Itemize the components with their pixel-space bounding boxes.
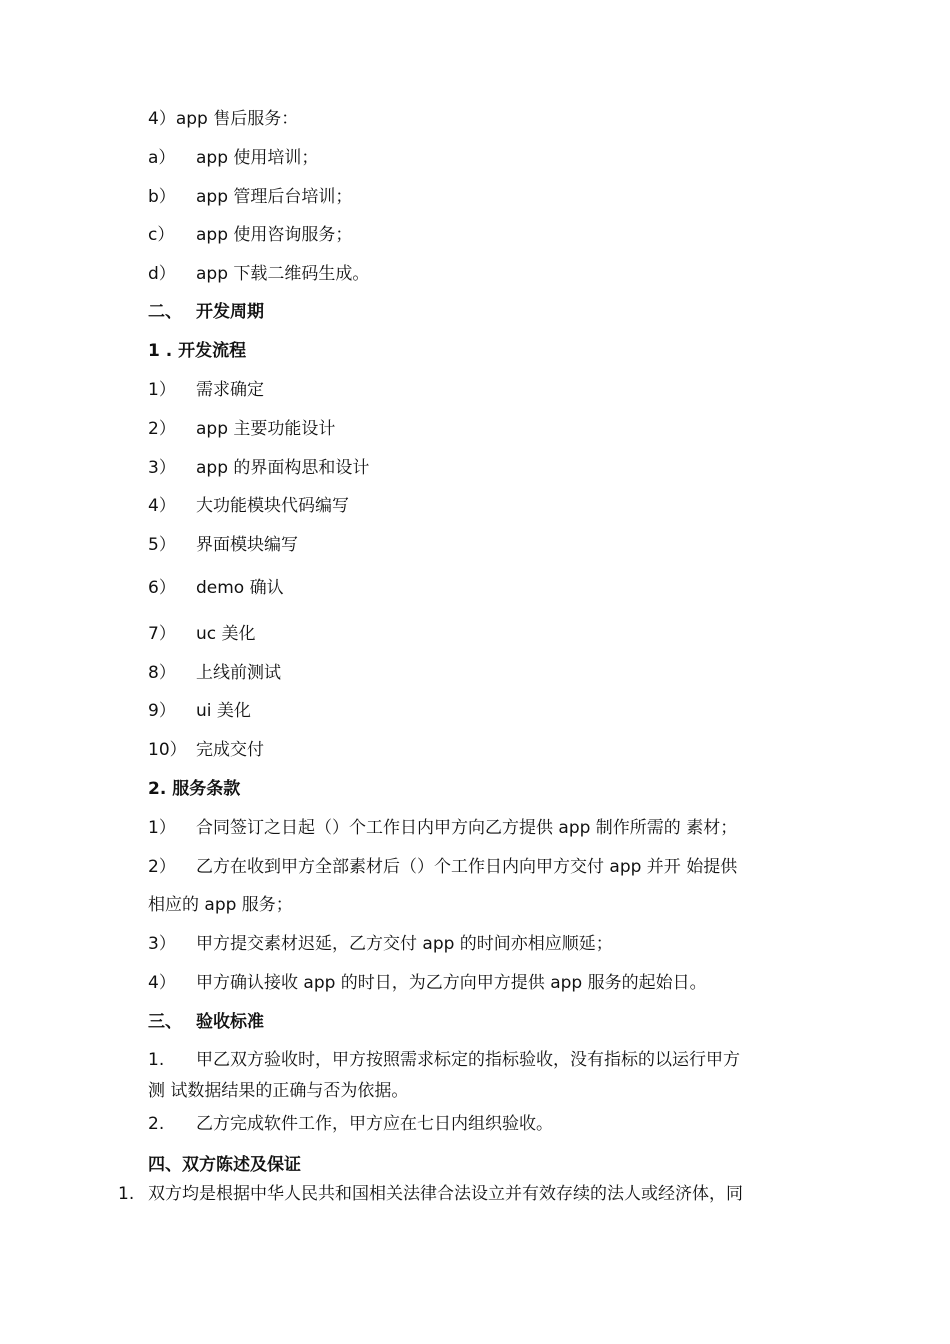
section-marker: 二、 bbox=[148, 302, 182, 322]
list-item-continuation: 测 试数据结果的正确与否为依据。 bbox=[148, 1081, 409, 1101]
list-item: app 使用培训； bbox=[196, 148, 319, 168]
list-marker: 4） bbox=[148, 973, 176, 993]
list-item: app 管理后台培训； bbox=[196, 187, 353, 207]
section-title: 开发周期 bbox=[196, 302, 264, 322]
list-item: app 的界面构思和设计 bbox=[196, 458, 370, 478]
list-marker: 1） bbox=[148, 380, 176, 400]
subsection-title: 2. 服务条款 bbox=[148, 779, 241, 799]
list-item: 乙方在收到甲方全部素材后（）个工作日内向甲方交付 app 并开 始提供 bbox=[196, 857, 738, 877]
section-marker: 三、 bbox=[148, 1012, 182, 1032]
list-marker: c） bbox=[148, 225, 175, 245]
list-item: demo 确认 bbox=[196, 578, 284, 598]
list-item: 合同签订之日起（）个工作日内甲方向乙方提供 app 制作所需的 素材； bbox=[196, 818, 738, 838]
list-item: 甲方确认接收 app 的时日，为乙方向甲方提供 app 服务的起始日。 bbox=[196, 973, 707, 993]
list-marker: 4） bbox=[148, 496, 176, 516]
list-marker: 10） bbox=[148, 740, 187, 760]
list-item: uc 美化 bbox=[196, 624, 256, 644]
list-item: 上线前测试 bbox=[196, 663, 281, 683]
list-marker: 7） bbox=[148, 624, 176, 644]
list-item: 双方均是根据中华人民共和国相关法律合法设立并有效存续的法人或经济体，同 bbox=[148, 1184, 743, 1204]
section-title: 四、双方陈述及保证 bbox=[148, 1155, 301, 1175]
list-marker: 9） bbox=[148, 701, 176, 721]
list-item: 大功能模块代码编写 bbox=[196, 496, 349, 516]
list-marker: 1. bbox=[148, 1050, 165, 1070]
list-marker: 1） bbox=[148, 818, 176, 838]
list-item: 乙方完成软件工作，甲方应在七日内组织验收。 bbox=[196, 1114, 553, 1134]
list-item: app 主要功能设计 bbox=[196, 419, 336, 439]
list-marker: 2. bbox=[148, 1114, 165, 1134]
list-item: 甲方提交素材迟延，乙方交付 app 的时间亦相应顺延； bbox=[196, 934, 613, 954]
list-marker: 2） bbox=[148, 419, 176, 439]
list-marker: d） bbox=[148, 264, 176, 284]
list-marker: 5） bbox=[148, 535, 176, 555]
list-item: 完成交付 bbox=[196, 740, 264, 760]
list-marker: b） bbox=[148, 187, 176, 207]
list-marker: 6） bbox=[148, 578, 176, 598]
list-marker: 2） bbox=[148, 857, 176, 877]
list-item-continuation: 相应的 app 服务； bbox=[148, 895, 293, 915]
subsection-title: 1 . 开发流程 bbox=[148, 341, 247, 361]
list-item: app 下载二维码生成。 bbox=[196, 264, 370, 284]
after-sales-heading: 4）app 售后服务： bbox=[148, 109, 299, 129]
list-item: app 使用咨询服务； bbox=[196, 225, 353, 245]
list-item: 甲乙双方验收时，甲方按照需求标定的指标验收，没有指标的以运行甲方 bbox=[196, 1050, 740, 1070]
list-marker: 3） bbox=[148, 934, 176, 954]
list-item: ui 美化 bbox=[196, 701, 251, 721]
list-marker: 3） bbox=[148, 458, 176, 478]
list-item: 界面模块编写 bbox=[196, 535, 298, 555]
list-marker: 8） bbox=[148, 663, 176, 683]
list-marker: 1. bbox=[118, 1184, 135, 1204]
list-marker: a） bbox=[148, 148, 176, 168]
list-item: 需求确定 bbox=[196, 380, 264, 400]
section-title: 验收标准 bbox=[196, 1012, 264, 1032]
